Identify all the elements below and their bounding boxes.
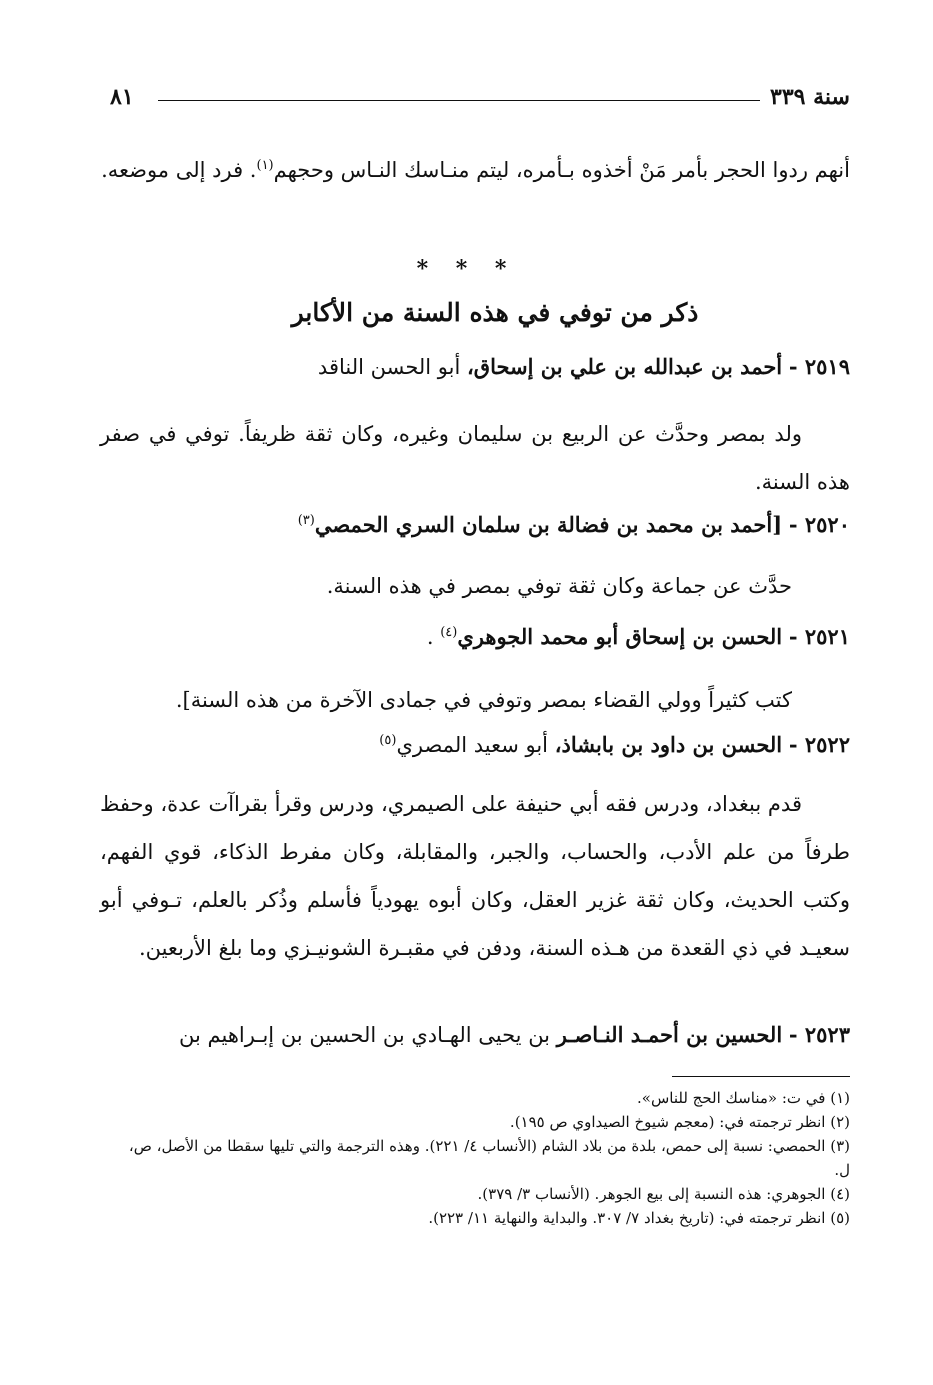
section-title: ذكر من توفي في هذه السنة من الأكابر: [291, 298, 699, 327]
entry-name-rest: .: [426, 625, 434, 649]
footnotes: [110, 1086, 850, 1230]
entry-heading: [100, 1022, 850, 1047]
entry-number: ٢٥١٩ -: [788, 354, 850, 379]
header-rule: [158, 100, 760, 101]
entry-name: الحسين بن أحمـد النـاصـر: [556, 1022, 783, 1047]
entry-number: ٢٥٢١ -: [788, 624, 850, 649]
entry-name: أحمد بن عبدالله بن علي بن إسحاق،: [467, 354, 783, 379]
entry-body: ولد بمصر وحدَّث عن الربيع بن سليمان وغيره، وكان ثقة ظريفاً. توفي في صفر هذه السنة.: [100, 422, 850, 494]
entry-body: قدم ببغداد، ودرس فقه أبي حنيفة على الصيمري، ودرس وقرأ بقراآت عدة، وحفظ طرفاً من علم الأدب، والحساب، والجبر، والمقابلة، وكان مفرط الذكاء، قوي الفهم، وكتب الحديث، وكان ثقة غزير العقل، وكان أبوه يهودياً فأسلم وذُكر بالعلم، تـوفي أبو سعيـد في ذي القعدة من هـذه السنة، ودفن في مقبـرة الشونيـزي وما بلغ الأربعين.: [100, 792, 850, 960]
entry-heading: [100, 354, 850, 379]
footnote: (١) في ت: «مناسك الحج للناس».: [637, 1089, 850, 1107]
entry-name-rest: أبو سعيد المصري: [396, 733, 549, 757]
running-header: [110, 80, 850, 116]
footnote: (٢) انظر ترجمته في: (معجم شيوخ الصيداوي ص ١٩٥).: [509, 1113, 850, 1131]
entry-number: ٢٥٢٣ -: [788, 1022, 850, 1047]
entry-body: كتب كثيراً وولي القضاء بمصر وتوفي في جمادى الآخرة من هذه السنة].: [175, 688, 792, 712]
section-divider: * * *: [416, 256, 517, 282]
intro-text: أنهم ردوا الحجر بأمر مَنْ أخذوه بـأمره، ليتم منـاسك النـاس وحجهم: [273, 158, 850, 182]
running-title: سنة ٣٣٩: [770, 84, 850, 110]
page-number: ٨١: [110, 84, 134, 110]
entry-name-rest: أبو الحسن الناقد: [317, 355, 461, 379]
entry-number: ٢٥٢٢ -: [788, 732, 850, 757]
footnote-ref: (٣): [297, 513, 315, 528]
intro-text-end: . فرد إلى موضعه.: [101, 158, 257, 182]
entry-heading: [100, 512, 850, 537]
intro-paragraph: [100, 142, 850, 194]
entry-name: الحسن بن داود بن بابشاذ،: [554, 732, 783, 757]
footnote-ref: (١): [256, 158, 274, 173]
entry-body: حدَّث عن جماعة وكان ثقة توفي بمصر في هذه السنة.: [326, 574, 792, 598]
footnote-rule: [672, 1076, 850, 1077]
footnote-ref: (٤): [440, 625, 458, 640]
entry-heading: [100, 624, 850, 649]
entry-name: الحسن بن إسحاق أبو محمد الجوهري: [457, 624, 783, 649]
footnote-ref: (٥): [379, 733, 397, 748]
entry-name-rest: بن يحيى الهـادي بن الحسين بن إبـراهيم بن: [179, 1023, 551, 1047]
entry-number: ٢٥٢٠ -: [788, 512, 850, 537]
entry-name: [أحمد بن محمد بن فضالة بن سلمان السري الحمصي: [314, 512, 783, 537]
footnote: (٤) الجوهري: هذه النسبة إلى بيع الجوهر. (الأنساب ٣/ ٣٧٩).: [477, 1185, 850, 1203]
entry-heading: [100, 732, 850, 757]
footnote: (٣) الحمصي: نسبة إلى حمص، بلدة من بلاد الشام (الأنساب ٤/ ٢٢١). وهذه الترجمة والتي تليها سقطا من الأصل، ص، ل.: [128, 1137, 850, 1179]
footnote: (٥) انظر ترجمته في: (تاريخ بغداد ٧/ ٣٠٧. والبداية والنهاية ١١/ ٢٢٣).: [428, 1209, 850, 1227]
